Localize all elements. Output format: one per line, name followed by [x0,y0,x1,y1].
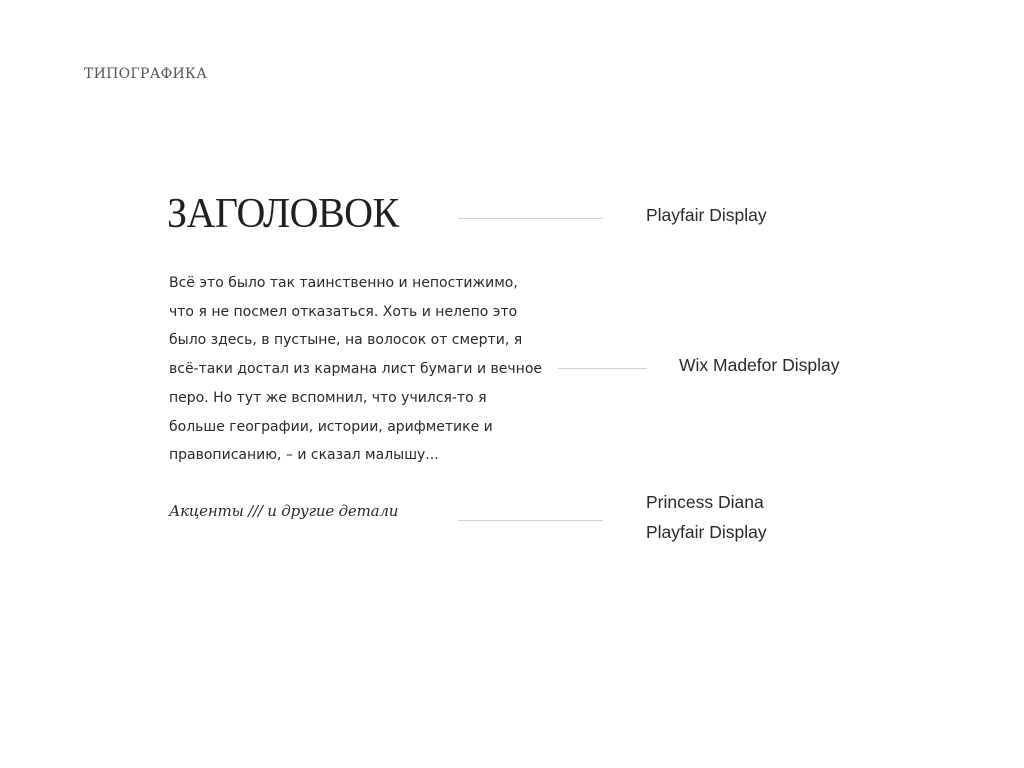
heading-connector-line [458,218,603,219]
body-sample-line: что я не посмел отказаться. Хоть и нелепо это [169,303,518,320]
body-sample-line: Всё это было так таинственно и непостижимо, [169,275,518,291]
body-font-sample [169,269,549,470]
heading-font-sample: ЗАГОЛОВОК [167,188,399,237]
body-sample-line: было здесь, в пустыне, на волосок от смерти, я [169,332,523,349]
body-sample-line: правописанию, – и сказал малышу... [169,447,439,464]
accent-connector-line [458,520,603,521]
body-connector-line [558,368,647,369]
body-sample-line: больше географии, истории, арифметике и [169,418,493,435]
body-sample-line: перо. Но тут же вспомнил, что учился-то я [169,389,487,406]
body-sample-line: всё-таки достал из кармана лист бумаги и вечное [169,361,542,378]
section-title: ТИПОГРАФИКА [84,66,208,82]
accent-font-name-secondary: Playfair Display [646,522,767,542]
accent-font-name-primary: Princess Diana [646,492,764,512]
accent-font-sample: Акценты /// и другие детали [169,502,399,520]
body-font-name: Wix Madefor Display [679,355,840,375]
heading-font-name: Playfair Display [646,205,767,225]
